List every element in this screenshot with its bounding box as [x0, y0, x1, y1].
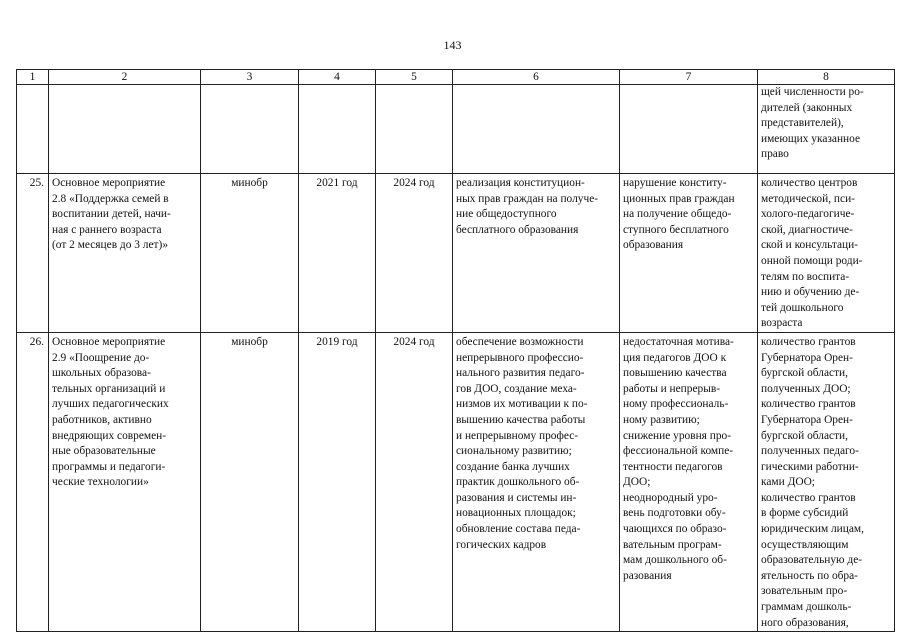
column-header: 6 [453, 70, 620, 85]
column-header: 4 [299, 70, 376, 85]
end-year-cell: 2024 год [376, 332, 453, 631]
event-cell: Основное мероприятие 2.8 «Поддержка семей в воспитании детей, начи- ная с раннего возраста (от 2 месяцев до 3 лет)» [49, 174, 201, 333]
column-header: 7 [620, 70, 758, 85]
end-year-cell: 2024 год [376, 174, 453, 333]
page-number: 143 [443, 38, 462, 52]
program-events-table [16, 69, 895, 632]
column-header: 3 [201, 70, 299, 85]
row-number: 25. [17, 174, 49, 333]
result-cell: обеспечение возможности непрерывного профессио- нального развития педаго- гов ДОО, создание меха- низмов их мотивации к по- вышению качества работы и непрерывному профес- сиональному развитию; создание банка лучших практик дошкольного об- разования и системы ин- новационных площадок; обновление состава педа- гогических кадров [453, 332, 620, 631]
empty-cell [49, 85, 201, 174]
empty-cell [453, 85, 620, 174]
result-cell: реализация конституцион- ных прав граждан на получе- ние общедоступного бесплатного образования [453, 174, 620, 333]
column-header: 1 [17, 70, 49, 85]
empty-cell [17, 85, 49, 174]
start-year-cell: 2021 год [299, 174, 376, 333]
consequences-cell: нарушение конститу- ционных прав граждан на получение общедо- ступного бесплатного образования [620, 174, 758, 333]
column-header: 2 [49, 70, 201, 85]
table-row [17, 174, 895, 333]
column-header: 8 [758, 70, 895, 85]
executor-cell: минобр [201, 332, 299, 631]
event-cell: Основное мероприятие 2.9 «Поощрение до- школьных образова- тельных организаций и лучших педагогических работников, активно внедряющих современ- ные образовательные программы и педагоги- ческие технологии» [49, 332, 201, 631]
indicator-cell: щей численности ро- дителей (законных представителей), имеющих указанное право [758, 85, 895, 174]
indicator-cell: количество грантов Губернатора Орен- бургской области, полученных ДОО; количество грантов Губернатора Орен- бургской области, полученных педаго- гическими работни- ками ДОО; количество грантов в форме субсидий юридическим лицам, осуществляющим образовательную де- ятельность по обра- зовательным про- граммам дошколь- ного образования, [758, 332, 895, 631]
empty-cell [299, 85, 376, 174]
column-header: 5 [376, 70, 453, 85]
consequences-cell: недостаточная мотива- ция педагогов ДОО к повышению качества работы и непрерыв- ному профессиональ- ному развитию; снижение уровня про- фессиональной компе- тентности педагогов ДОО; неоднородный уро- вень подготовки обу- чающихся по образо- вательным програм- мам дошкольного об- разования [620, 332, 758, 631]
table-row [17, 332, 895, 631]
start-year-cell: 2019 год [299, 332, 376, 631]
empty-cell [201, 85, 299, 174]
executor-cell: минобр [201, 174, 299, 333]
header-row [17, 70, 895, 85]
indicator-cell: количество центров методической, пси- холого-педагогиче- ской, диагностиче- ской и консультаци- онной помощи роди- телям по воспита- нию и обучению де- тей дошкольного возраста [758, 174, 895, 333]
empty-cell [376, 85, 453, 174]
continuation-row [17, 85, 895, 174]
empty-cell [620, 85, 758, 174]
row-number: 26. [17, 332, 49, 631]
